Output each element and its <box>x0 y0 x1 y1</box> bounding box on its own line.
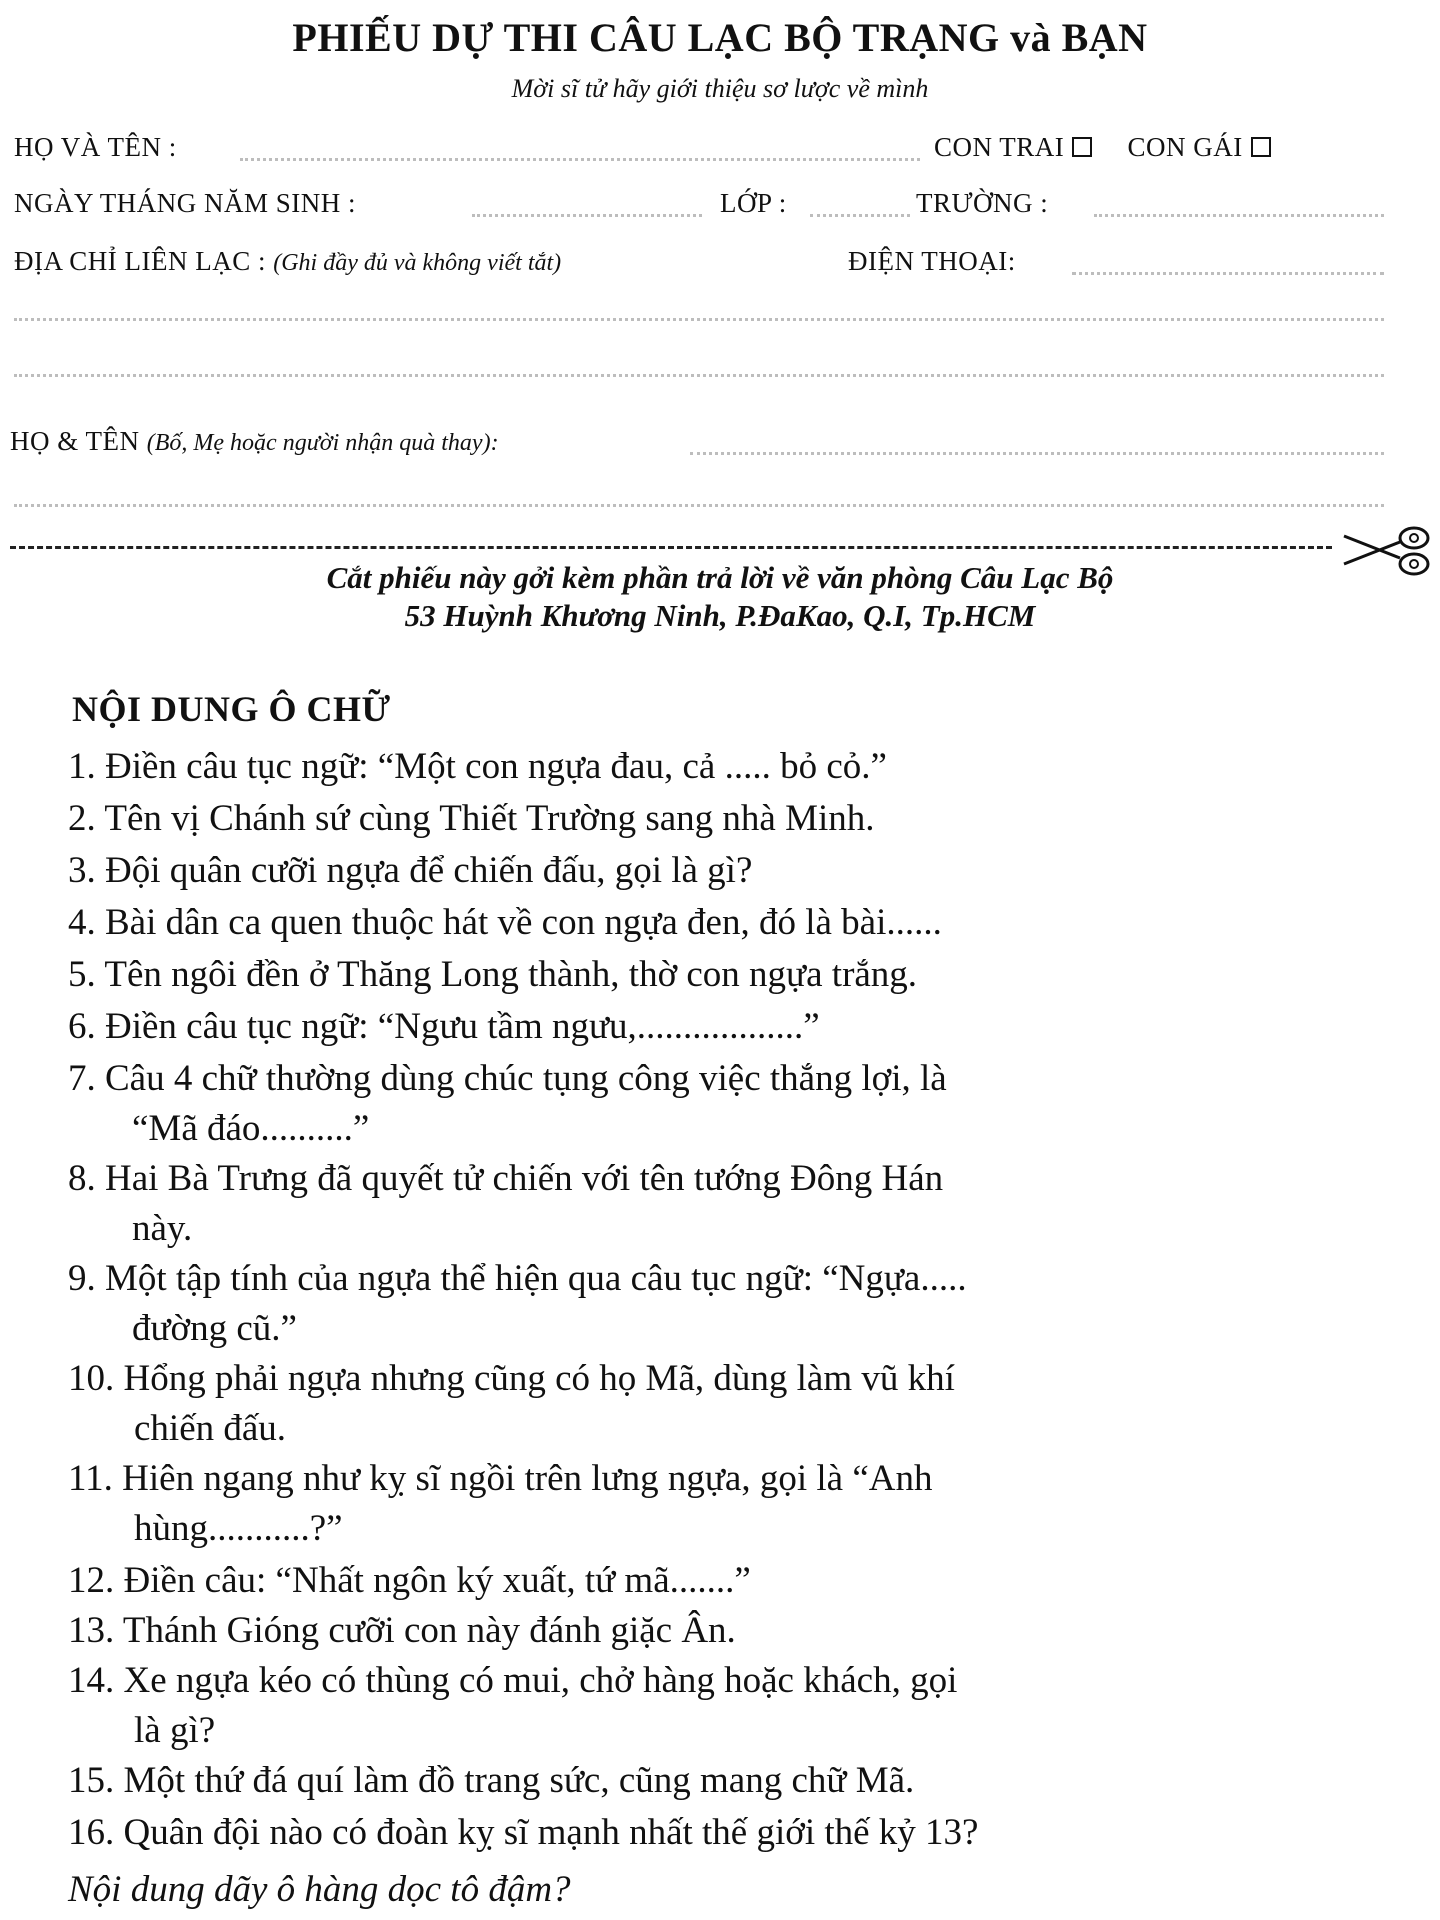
form-title: PHIẾU DỰ THI CÂU LẠC BỘ TRẠNG và BẠN <box>292 15 1148 60</box>
question-item <box>68 1808 1390 1858</box>
question-item <box>68 898 1390 948</box>
dob-field[interactable] <box>472 214 702 217</box>
phone-label: ĐIỆN THOẠI: <box>848 246 1016 276</box>
question-text: Đội quân cưỡi ngựa để chiến đấu, gọi là gì? <box>105 850 753 891</box>
question-item <box>68 1556 1390 1606</box>
question-number: 4. <box>68 902 96 943</box>
question-number: 5. <box>68 954 96 995</box>
question-number: 8. <box>68 1158 96 1199</box>
question-number: 9. <box>68 1258 96 1299</box>
question-number: 10. <box>68 1358 115 1399</box>
question-item <box>68 794 1390 844</box>
question-text: Điền câu tục ngữ: “Ngưu tầm ngưu,..................” <box>105 1006 820 1047</box>
question-text: Tên ngôi đền ở Thăng Long thành, thờ con ngựa trắng. <box>104 954 918 995</box>
cut-line <box>10 546 1332 549</box>
final-question: Nội dung dãy ô hàng dọc tô đậm? <box>68 1869 571 1910</box>
question-number: 11. <box>68 1458 113 1499</box>
question-number: 7. <box>68 1058 96 1099</box>
question-item <box>68 950 1390 1000</box>
question-number: 1. <box>68 746 96 787</box>
question-item <box>68 1354 1390 1454</box>
address-row <box>14 246 561 277</box>
question-text: Quân đội nào có đoàn kỵ sĩ mạnh nhất thế giới thế kỷ 13? <box>123 1812 979 1853</box>
question-number: 15. <box>68 1760 115 1801</box>
question-text: Một tập tính của ngựa thể hiện qua câu tục ngữ: “Ngựa..... <box>105 1258 967 1299</box>
question-text: Hổng phải ngựa nhưng cũng có họ Mã, dùng làm vũ khí <box>123 1358 955 1399</box>
question-item <box>68 742 1390 792</box>
boy-label: CON TRAI <box>934 132 1065 162</box>
question-text-continued: này. <box>132 1208 193 1249</box>
name-field[interactable] <box>240 158 920 161</box>
question-text: Hai Bà Trưng đã quyết tử chiến với tên tướng Đông Hán <box>105 1158 944 1199</box>
question-text-continued: hùng...........?” <box>134 1508 343 1549</box>
question-text-continued: “Mã đáo..........” <box>132 1108 370 1149</box>
question-number: 16. <box>68 1812 115 1853</box>
question-number: 14. <box>68 1660 115 1701</box>
parent-line-2[interactable] <box>14 504 1384 507</box>
question-text-continued: là gì? <box>134 1710 216 1751</box>
girl-label: CON GÁI <box>1127 132 1243 162</box>
crossword-title: NỘI DUNG Ô CHỮ <box>72 689 391 729</box>
class-label: LỚP : <box>720 188 787 218</box>
question-text: Xe ngựa kéo có thùng có mui, chở hàng hoặc khách, gọi <box>123 1660 958 1701</box>
question-number: 6. <box>68 1006 96 1047</box>
question-item <box>68 1254 1390 1354</box>
send-instructions: Cắt phiếu này gởi kèm phần trả lời về văn phòng Câu Lạc Bộ <box>326 560 1114 595</box>
question-number: 13. <box>68 1610 115 1651</box>
question-text: Câu 4 chữ thường dùng chúc tụng công việc thắng lợi, là <box>105 1058 947 1099</box>
address-label: ĐỊA CHỈ LIÊN LẠC : <box>14 246 266 276</box>
question-number: 2. <box>68 798 96 839</box>
question-number: 12. <box>68 1560 115 1601</box>
girl-checkbox[interactable] <box>1251 137 1271 157</box>
question-item <box>68 1154 1390 1254</box>
question-text: Điền câu tục ngữ: “Một con ngựa đau, cả ..... bỏ cỏ.” <box>105 746 887 787</box>
question-text-continued: đường cũ.” <box>132 1308 297 1349</box>
gender-options <box>934 132 1271 163</box>
question-text: Thánh Gióng cưỡi con này đánh giặc Ân. <box>122 1610 736 1651</box>
parent-note: (Bố, Mẹ hoặc người nhận quà thay): <box>146 430 499 456</box>
school-field[interactable] <box>1094 214 1384 217</box>
send-address: 53 Huỳnh Khương Ninh, P.ĐaKao, Q.I, Tp.HCM <box>404 598 1036 633</box>
boy-checkbox[interactable] <box>1072 137 1092 157</box>
question-text: Bài dân ca quen thuộc hát về con ngựa đen, đó là bài...... <box>105 902 942 943</box>
question-text: Hiên ngang như kỵ sĩ ngồi trên lưng ngựa, gọi là “Anh <box>122 1458 933 1499</box>
question-text-continued: chiến đấu. <box>134 1408 287 1449</box>
parent-label: HỌ & TÊN <box>10 426 140 456</box>
name-label: HỌ VÀ TÊN : <box>14 132 177 162</box>
question-item <box>68 1054 1390 1154</box>
question-item <box>68 1454 1390 1554</box>
question-item <box>68 846 1390 896</box>
question-item <box>68 1002 1390 1052</box>
question-number: 3. <box>68 850 96 891</box>
phone-field[interactable] <box>1072 272 1384 275</box>
address-line-1[interactable] <box>14 318 1384 321</box>
school-label: TRƯỜNG : <box>916 188 1049 218</box>
address-note: (Ghi đầy đủ và không viết tắt) <box>273 250 562 276</box>
address-line-2[interactable] <box>14 374 1384 377</box>
question-item <box>68 1606 1390 1656</box>
question-item <box>68 1656 1390 1756</box>
form-subtitle: Mời sĩ tử hãy giới thiệu sơ lược về mình <box>511 74 929 103</box>
class-field[interactable] <box>810 214 910 217</box>
question-text: Một thứ đá quí làm đồ trang sức, cũng mang chữ Mã. <box>123 1760 915 1801</box>
question-item <box>68 1756 1390 1806</box>
question-text: Điền câu: “Nhất ngôn ký xuất, tứ mã.......” <box>123 1560 751 1601</box>
dob-label: NGÀY THÁNG NĂM SINH : <box>14 188 357 218</box>
parent-row <box>10 426 499 457</box>
parent-field[interactable] <box>690 452 1384 455</box>
question-text: Tên vị Chánh sứ cùng Thiết Trường sang nhà Minh. <box>104 798 875 839</box>
